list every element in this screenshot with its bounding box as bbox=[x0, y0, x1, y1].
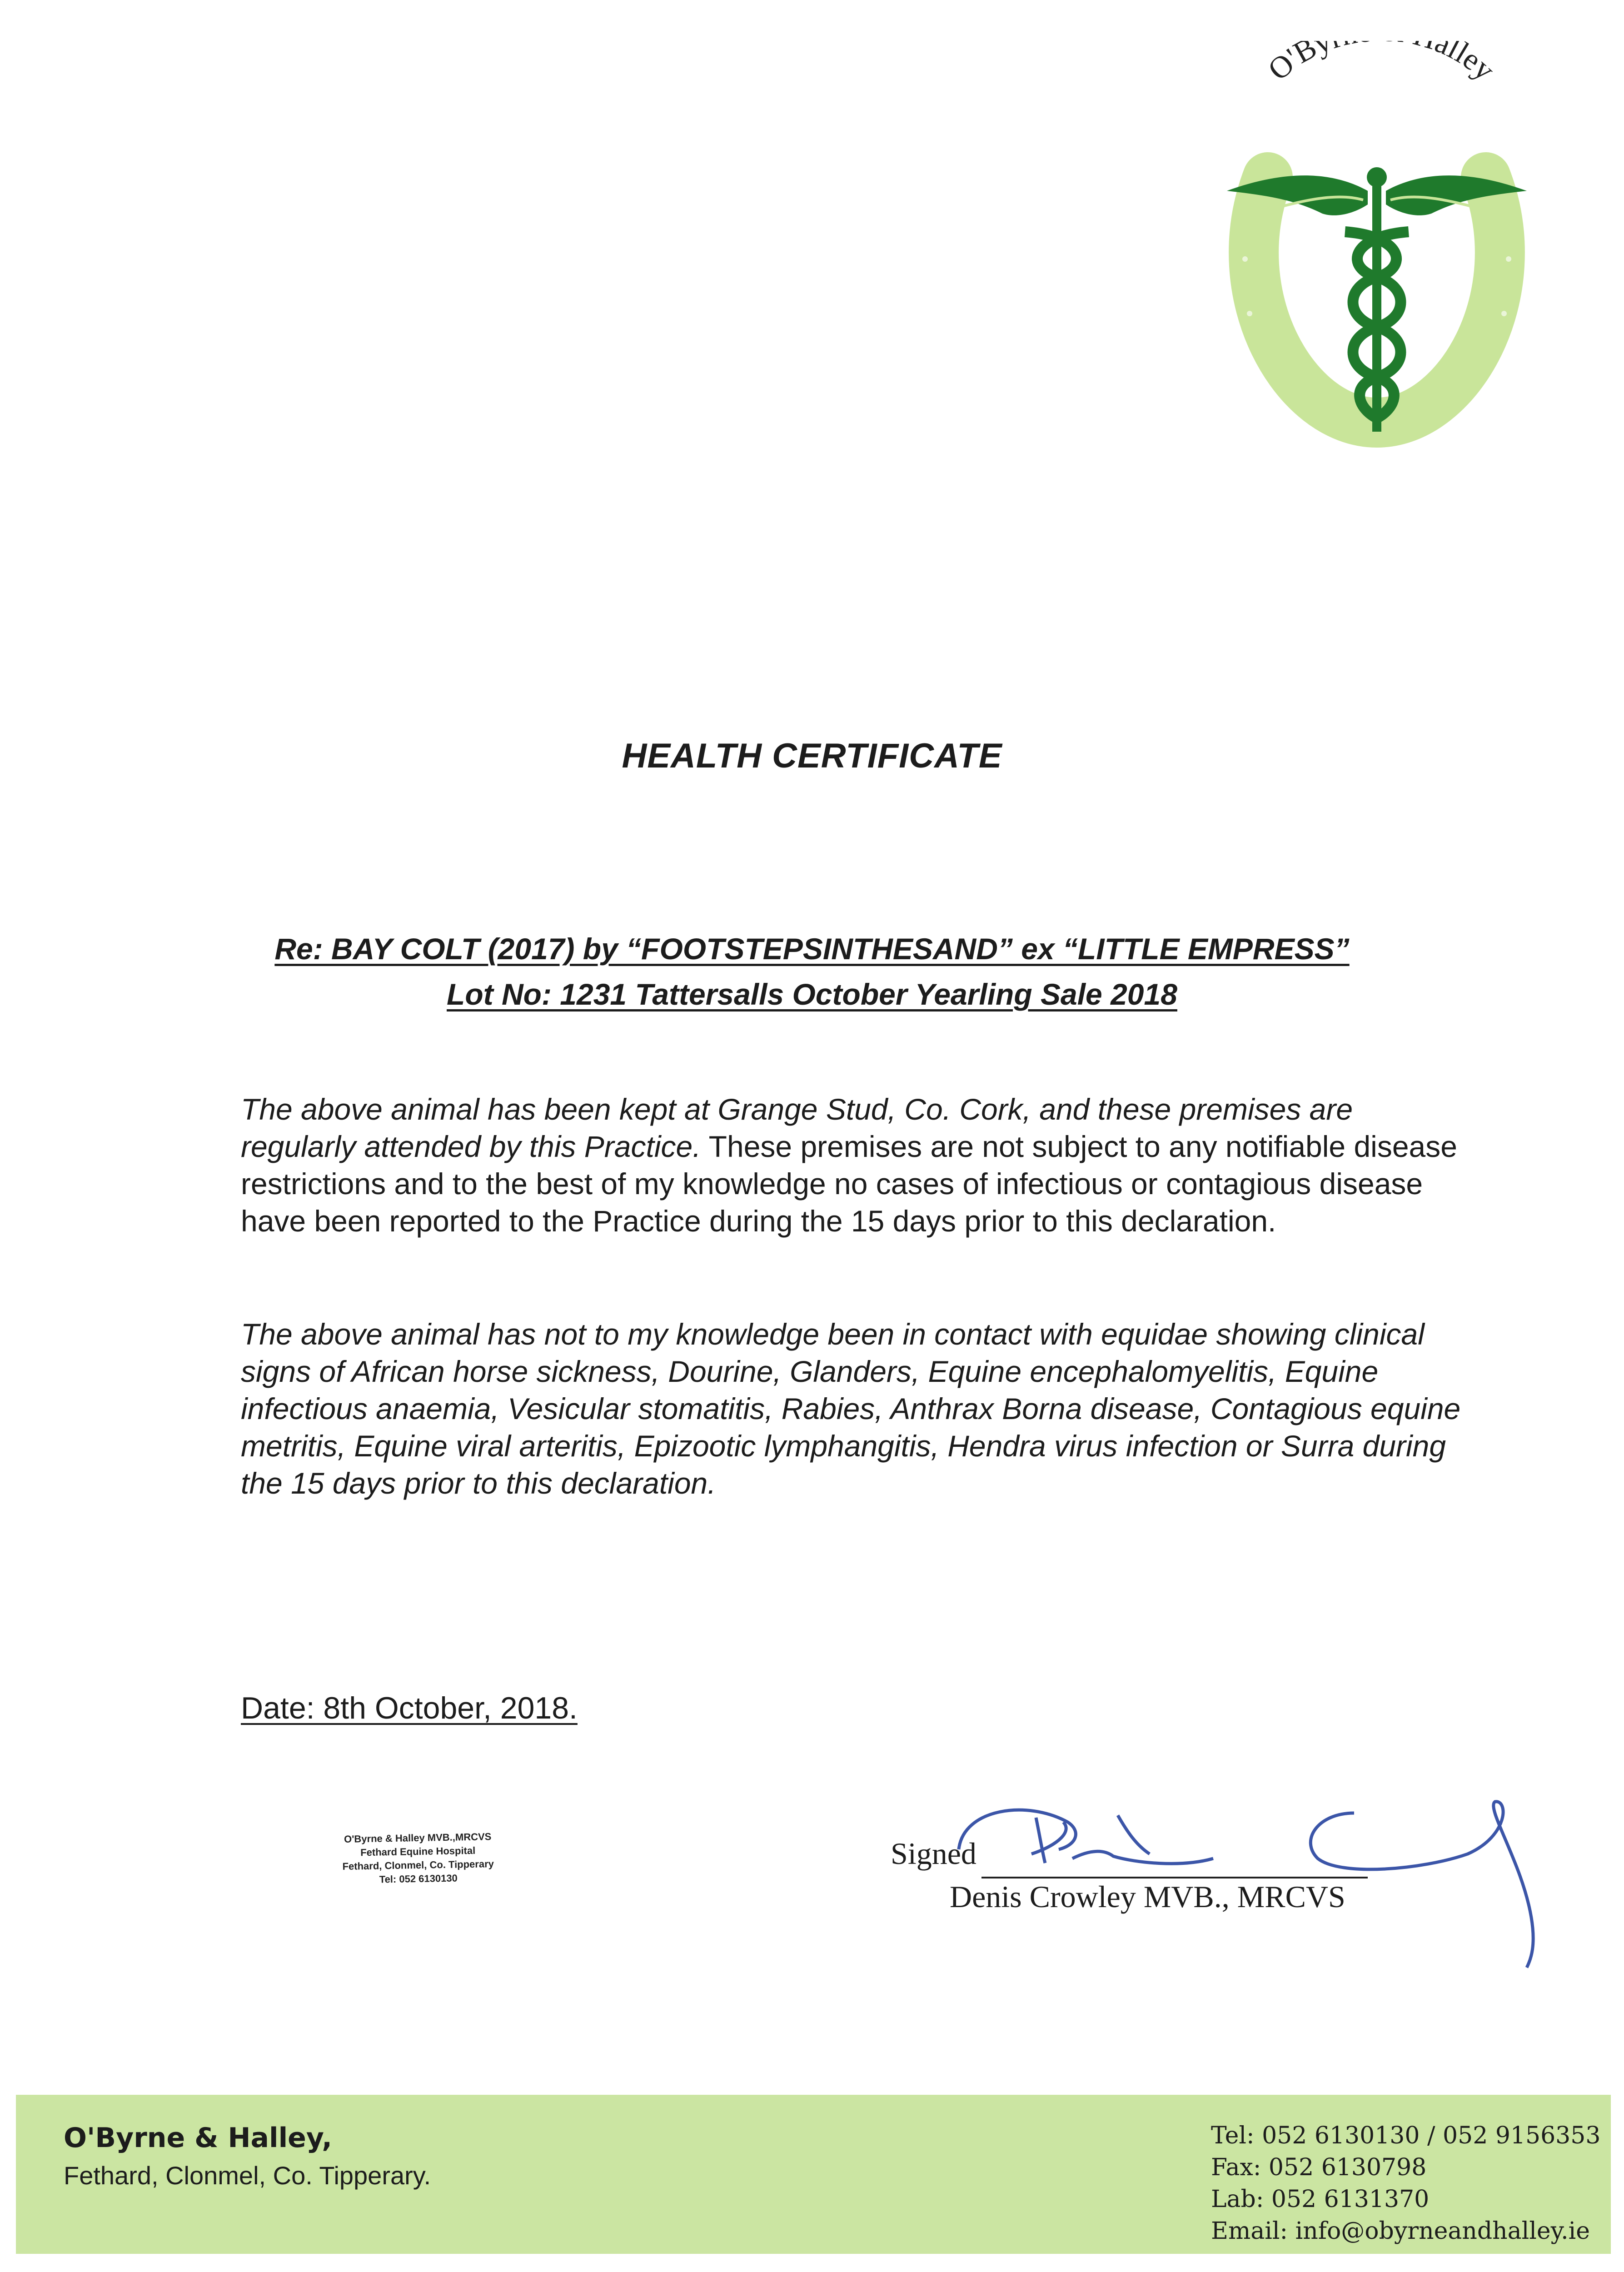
document-title: HEALTH CERTIFICATE bbox=[622, 737, 1002, 775]
stamp-line: O'Byrne & Halley MVB.,MRCVS bbox=[344, 1831, 492, 1845]
lot-line: Lot No: 1231 Tattersalls October Yearling Sale 2018 bbox=[447, 977, 1177, 1011]
signature-line bbox=[981, 1877, 1368, 1878]
svg-text:O'Byrne & Halley bbox=[1261, 41, 1502, 87]
signed-label: Signed bbox=[891, 1836, 976, 1871]
practice-stamp bbox=[299, 1829, 537, 1888]
footer-email: Email: info@obyrneandhalley.ie bbox=[1211, 2217, 1590, 2245]
footer-fax: Fax: 052 6130798 bbox=[1211, 2154, 1427, 2181]
company-logo bbox=[1200, 41, 1554, 450]
premises-paragraph bbox=[241, 1091, 1468, 1240]
date-line: Date: 8th October, 2018. bbox=[241, 1691, 578, 1725]
footer-lab: Lab: 052 6131370 bbox=[1211, 2186, 1430, 2213]
stamp-line: Fethard, Clonmel, Co. Tipperary bbox=[342, 1858, 494, 1872]
footer-company: O'Byrne & Halley, bbox=[64, 2122, 333, 2154]
premises-paragraph-normal: These premises are not subject to any notifiable disease restrictions and to the best of my knowledge no cases of infectious or contagious disease have been reported to the Practice during the 15 days prior to this declaration. bbox=[241, 1130, 1457, 1238]
signer-name: Denis Crowley MVB., MRCVS bbox=[950, 1879, 1345, 1914]
premises-paragraph-italic: The above animal has been kept at Grange Stud, Co. Cork, and these premises are regularly attended by this Practice. bbox=[241, 1092, 1353, 1163]
stamp-line: Tel: 052 6130130 bbox=[379, 1872, 458, 1885]
stamp-line: Fethard Equine Hospital bbox=[360, 1844, 476, 1858]
logo-text: O'By alley bbox=[1261, 41, 1502, 87]
footer-address: Fethard, Clonmel, Co. Tipperary. bbox=[64, 2161, 431, 2190]
subject-line: Re: BAY COLT (2017) by “FOOTSTEPSINTHESAND” ex “LITTLE EMPRESS” bbox=[274, 932, 1350, 966]
handwritten-signature bbox=[945, 1772, 1581, 1977]
contact-paragraph: The above animal has not to my knowledge been in contact with equidae showing clinical signs of African horse sickness, Dourine, Glanders, Equine encephalomyelitis, Equine infectious anaemia, Vesicular stomatitis, Rabies, Anthrax Borna disease, Contagious equine metritis, Equine viral arteritis, Epizootic lymphangitis, Hendra virus infection or Surra during the 15 days prior to this declaration. bbox=[241, 1317, 1461, 1500]
footer-tel: Tel: 052 6130130 / 052 9156353 bbox=[1211, 2122, 1601, 2149]
